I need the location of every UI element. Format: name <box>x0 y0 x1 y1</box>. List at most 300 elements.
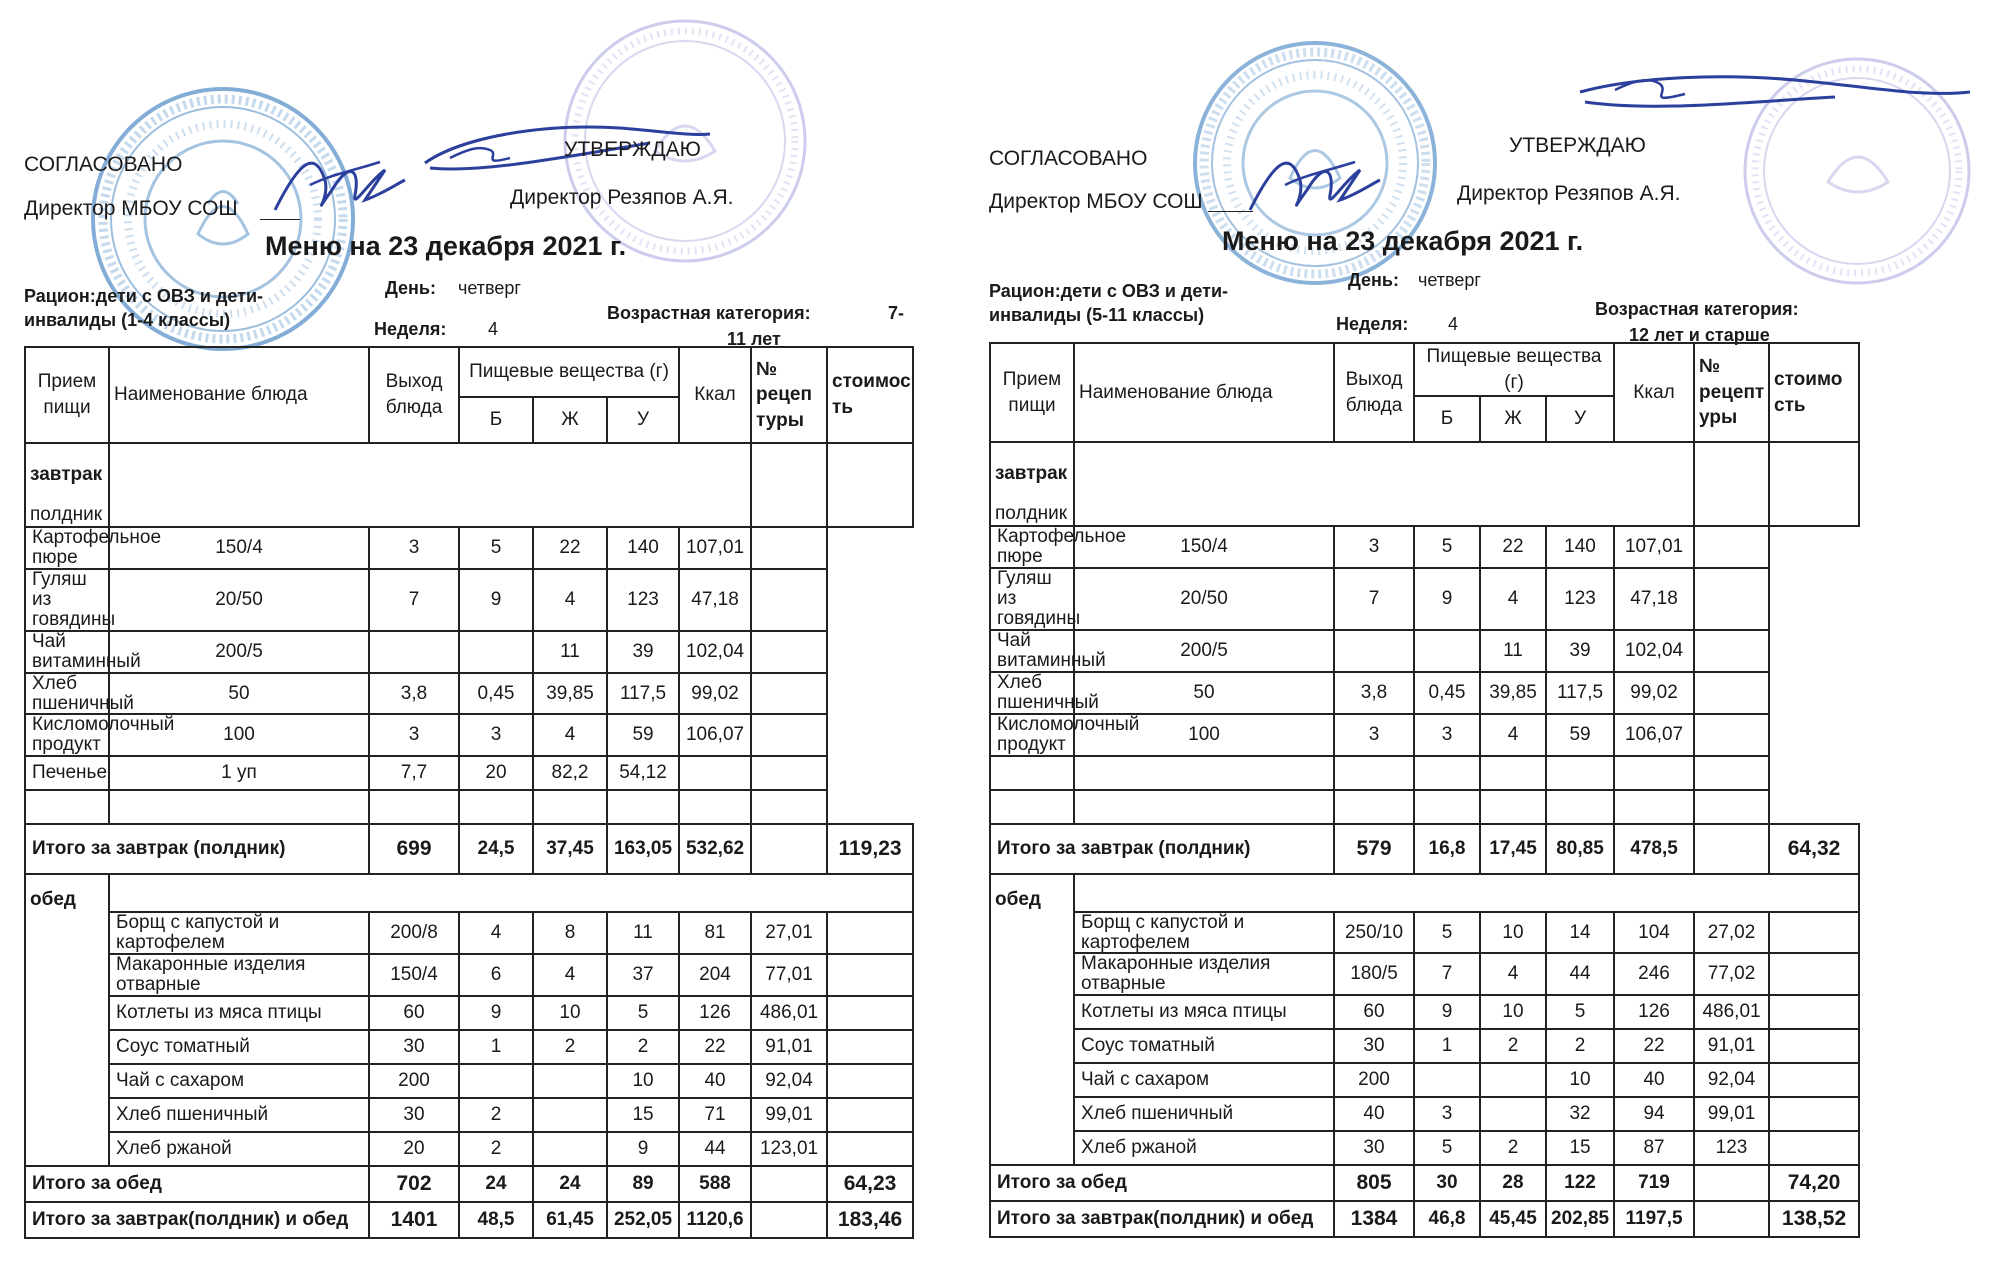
table-row <box>990 1131 1859 1165</box>
dish-fat: 10 <box>1480 995 1546 1029</box>
dish-name: Борщ с капустой и картофелем <box>1074 912 1334 954</box>
dish-carbs: 39,85 <box>533 673 607 715</box>
dish-output: 250/10 <box>1334 912 1414 954</box>
age-value-2: 12 лет и старше <box>1629 325 1770 345</box>
table-row <box>25 714 913 756</box>
table-row <box>25 1132 913 1166</box>
dish-carbs: 11 <box>1480 630 1546 672</box>
col-zh-header: Ж <box>533 397 607 443</box>
total-recipe <box>1694 824 1769 874</box>
dish-cost <box>1769 995 1859 1029</box>
lunch-total-row <box>25 1166 913 1202</box>
dish-recipe: 99,02 <box>679 673 751 715</box>
lunch-spacer-row <box>990 874 1859 912</box>
dish-kcal: 59 <box>1546 714 1614 756</box>
col-dish-header: Наименование блюда <box>109 347 369 443</box>
table-row <box>25 996 913 1030</box>
dish-recipe: 123 <box>1694 1131 1769 1165</box>
dish-output: 180/5 <box>1334 953 1414 995</box>
empty-cell <box>751 443 827 527</box>
dish-name: Борщ с капустой и картофелем <box>109 912 369 954</box>
lunch-total-row <box>990 1165 1859 1201</box>
dish-kcal <box>1546 756 1614 790</box>
empty-cell <box>1769 442 1859 526</box>
dish-output: 1 уп <box>109 756 369 790</box>
dish-output: 60 <box>1334 995 1414 1029</box>
total-label: Итого за завтрак(полдник) и обед <box>25 1202 369 1238</box>
table-row <box>25 756 913 790</box>
dish-recipe: 92,04 <box>751 1064 827 1098</box>
dish-cost <box>827 1098 913 1132</box>
dish-cost <box>827 1132 913 1166</box>
total-cost: 64,32 <box>1769 824 1859 874</box>
agreed-role-underline <box>1208 211 1253 212</box>
approve-label: УТВЕРЖДАЮ <box>1509 134 1646 157</box>
dish-fat: 10 <box>1480 912 1546 954</box>
dish-kcal: 246 <box>1614 953 1694 995</box>
day-value: четверг <box>458 278 521 298</box>
table-row <box>25 1098 913 1132</box>
dish-protein <box>1334 756 1414 790</box>
table-row <box>25 631 913 673</box>
dish-cost <box>827 912 913 954</box>
dish-protein: 2 <box>459 1098 533 1132</box>
dish-fat: 10 <box>533 996 607 1030</box>
dish-protein <box>459 1064 533 1098</box>
col-u-header: У <box>607 397 679 443</box>
dish-carbs: 4 <box>1480 714 1546 756</box>
dish-carbs: 2 <box>1546 1029 1614 1063</box>
dish-name: Хлеб пшеничный <box>990 672 1074 714</box>
dish-recipe: 47,18 <box>679 569 751 631</box>
dish-output <box>109 790 369 824</box>
dish-fat: 5 <box>459 527 533 569</box>
week-value: 4 <box>488 319 499 339</box>
dish-output: 200/8 <box>369 912 459 954</box>
dish-recipe: 77,02 <box>1694 953 1769 995</box>
dish-carbs: 39,85 <box>1480 672 1546 714</box>
total-fat: 24 <box>533 1166 607 1202</box>
meal-breakfast-cell <box>25 443 109 527</box>
dish-output <box>1074 756 1334 790</box>
dish-output: 200 <box>369 1064 459 1098</box>
dish-recipe: 27,02 <box>1694 912 1769 954</box>
grand-total-row <box>25 1202 913 1238</box>
dish-output: 100 <box>1074 714 1334 756</box>
dish-name: Кисломолочный продукт <box>25 714 109 756</box>
dish-protein <box>369 790 459 824</box>
meal-lunch-label: обед <box>995 888 1041 910</box>
dish-fat: 2 <box>533 1030 607 1064</box>
age-value-2: 11 лет <box>727 329 781 349</box>
empty-cell <box>1694 442 1769 526</box>
dish-fat <box>1480 1097 1546 1131</box>
dish-carbs: 4 <box>533 569 607 631</box>
dish-cost <box>827 1030 913 1064</box>
dish-fat: 0,45 <box>1414 672 1480 714</box>
ration-line-2: инвалиды (1-4 классы) <box>24 310 231 330</box>
dish-name: Макаронные изделия отварные <box>1074 953 1334 995</box>
total-carbs: 202,85 <box>1546 1201 1614 1237</box>
dish-name: Хлеб пшеничный <box>1074 1097 1334 1131</box>
agreed-label: СОГЛАСОВАНО <box>989 147 1148 170</box>
age-label: Возрастная категория: <box>607 303 811 323</box>
total-carbs: 252,05 <box>607 1202 679 1238</box>
total-fat: 45,45 <box>1480 1201 1546 1237</box>
meal-lunch-cell <box>990 874 1074 1166</box>
dish-carbs: 4 <box>533 714 607 756</box>
dish-carbs <box>533 790 607 824</box>
col-zh-header: Ж <box>1480 396 1546 442</box>
col-recipe-header: № рецеп туры <box>751 347 827 443</box>
col-kcal-header: Ккал <box>1614 343 1694 442</box>
dish-name: Чай с сахаром <box>109 1064 369 1098</box>
menu-sheet-right <box>985 0 2000 1275</box>
approve-role: Директор Резяпов А.Я. <box>1457 182 1681 205</box>
dish-recipe: 486,01 <box>1694 995 1769 1029</box>
age-value: 7- <box>888 303 905 323</box>
dish-output: 20 <box>369 1132 459 1166</box>
spacer-row <box>990 442 1859 526</box>
grand-total-row <box>990 1201 1859 1237</box>
dish-carbs: 82,2 <box>533 756 607 790</box>
lunch-spacer-row <box>25 874 913 912</box>
dish-name: Чай витаминный <box>25 631 109 673</box>
dish-carbs: 44 <box>1546 953 1614 995</box>
menu-title: Меню на 23 декабря 2021 г. <box>1222 226 1584 256</box>
dish-name: Чай с сахаром <box>1074 1063 1334 1097</box>
dish-output: 200/5 <box>109 631 369 673</box>
dish-output: 150/4 <box>109 527 369 569</box>
dish-kcal: 81 <box>679 912 751 954</box>
col-b-header: Б <box>459 397 533 443</box>
table-row <box>25 912 913 954</box>
dish-kcal: 54,12 <box>607 756 679 790</box>
dish-fat: 9 <box>459 569 533 631</box>
dish-recipe: 91,01 <box>751 1030 827 1064</box>
spacer-row <box>25 443 913 527</box>
dish-cost <box>1769 1131 1859 1165</box>
dish-carbs: 22 <box>533 527 607 569</box>
empty-cell <box>827 443 913 527</box>
week-value: 4 <box>1448 314 1459 334</box>
day-label: День: <box>385 278 436 298</box>
dish-kcal: 40 <box>1614 1063 1694 1097</box>
dish-recipe: 486,01 <box>751 996 827 1030</box>
dish-cost <box>751 631 827 673</box>
col-nutrients-header: Пищевые вещества (г) <box>1414 343 1614 396</box>
table-row <box>25 673 913 715</box>
total-kcal: 532,62 <box>679 824 751 874</box>
col-cost-header: стоимос ть <box>827 347 913 443</box>
dish-name: Котлеты из мяса птицы <box>109 996 369 1030</box>
table-row <box>990 995 1859 1029</box>
dish-cost <box>751 527 827 569</box>
dish-recipe: 123,01 <box>751 1132 827 1166</box>
total-kcal: 588 <box>679 1166 751 1202</box>
agreed-role: Директор МБОУ СОШ <box>24 197 238 220</box>
dish-recipe <box>1614 756 1694 790</box>
total-fat: 17,45 <box>1480 824 1546 874</box>
table-row <box>25 527 913 569</box>
dish-carbs: 22 <box>1480 526 1546 568</box>
dish-output: 50 <box>109 673 369 715</box>
dish-kcal: 87 <box>1614 1131 1694 1165</box>
total-carbs: 122 <box>1546 1165 1614 1201</box>
dish-protein: 3,8 <box>369 673 459 715</box>
dish-carbs: 15 <box>607 1098 679 1132</box>
dish-output: 20/50 <box>109 569 369 631</box>
dish-output: 50 <box>1074 672 1334 714</box>
agreed-role: Директор МБОУ СОШ <box>989 190 1203 213</box>
signature-agreed <box>270 140 410 230</box>
total-carbs: 163,05 <box>607 824 679 874</box>
table-row <box>25 1030 913 1064</box>
table-row <box>990 714 1859 756</box>
header-row <box>25 347 913 397</box>
dish-cost <box>827 996 913 1030</box>
total-label: Итого за завтрак(полдник) и обед <box>990 1201 1334 1237</box>
dish-cost <box>1769 1029 1859 1063</box>
dish-recipe: 99,01 <box>1694 1097 1769 1131</box>
dish-fat: 4 <box>1480 953 1546 995</box>
menu-table <box>24 346 914 1239</box>
dish-kcal: 39 <box>1546 630 1614 672</box>
dish-name <box>25 790 109 824</box>
total-cost: 183,46 <box>827 1202 913 1238</box>
day-value: четверг <box>1418 270 1481 290</box>
dish-name: Картофельное пюре <box>25 527 109 569</box>
dish-protein <box>1334 630 1414 672</box>
table-row <box>990 953 1859 995</box>
total-label: Итого за обед <box>25 1166 369 1202</box>
ration-line-1: Рацион:дети с ОВЗ и дети- <box>989 281 1229 301</box>
dish-fat <box>1414 790 1480 824</box>
dish-name: Хлеб ржаной <box>1074 1131 1334 1165</box>
dish-cost <box>827 1064 913 1098</box>
total-cost: 138,52 <box>1769 1201 1859 1237</box>
total-protein: 48,5 <box>459 1202 533 1238</box>
total-label: Итого за завтрак (полдник) <box>990 824 1334 874</box>
dish-name <box>990 790 1074 824</box>
dish-output: 100 <box>109 714 369 756</box>
total-recipe <box>1694 1201 1769 1237</box>
total-output: 805 <box>1334 1165 1414 1201</box>
dish-recipe <box>1614 790 1694 824</box>
table-row <box>990 568 1859 630</box>
dish-recipe: 107,01 <box>679 527 751 569</box>
breakfast-total-row <box>25 824 913 874</box>
col-recipe-header: № рецепт уры <box>1694 343 1769 442</box>
meal-lunch-cell <box>25 874 109 1166</box>
header-row <box>990 343 1859 396</box>
dish-name: Кисломолочный продукт <box>990 714 1074 756</box>
dish-recipe: 107,01 <box>1614 526 1694 568</box>
dish-kcal <box>1546 790 1614 824</box>
dish-protein: 3 <box>369 714 459 756</box>
dish-cost <box>751 790 827 824</box>
dish-cost <box>1694 756 1769 790</box>
dish-output: 60 <box>369 996 459 1030</box>
dish-fat <box>1414 756 1480 790</box>
meal-snack-label: полдник <box>995 503 1068 525</box>
total-label: Итого за завтрак (полдник) <box>25 824 369 874</box>
dish-name: Печенье <box>25 756 109 790</box>
dish-fat <box>533 1064 607 1098</box>
total-kcal: 1120,6 <box>679 1202 751 1238</box>
ration-line-2: инвалиды (5-11 классы) <box>989 305 1205 325</box>
dish-protein: 9 <box>459 996 533 1030</box>
total-protein: 46,8 <box>1414 1201 1480 1237</box>
empty-cell <box>109 443 751 527</box>
total-output: 1384 <box>1334 1201 1414 1237</box>
dish-carbs: 5 <box>1546 995 1614 1029</box>
total-recipe <box>1694 1165 1769 1201</box>
dish-fat: 5 <box>1414 526 1480 568</box>
dish-carbs: 9 <box>607 1132 679 1166</box>
dish-protein: 3 <box>1334 526 1414 568</box>
total-recipe <box>751 824 827 874</box>
table-row <box>25 954 913 996</box>
dish-kcal: 22 <box>1614 1029 1694 1063</box>
dish-protein: 9 <box>1414 995 1480 1029</box>
dish-cost <box>1769 1097 1859 1131</box>
dish-cost <box>1694 672 1769 714</box>
dish-fat <box>533 1098 607 1132</box>
dish-cost <box>827 954 913 996</box>
dish-protein <box>1334 790 1414 824</box>
table-row <box>25 569 913 631</box>
dish-protein: 7 <box>1334 568 1414 630</box>
menu-sheet-left <box>0 0 990 1275</box>
total-carbs: 89 <box>607 1166 679 1202</box>
dish-fat <box>459 790 533 824</box>
dish-fat: 8 <box>533 912 607 954</box>
table-row <box>25 790 913 824</box>
menu-table <box>989 342 1860 1238</box>
dish-recipe: 47,18 <box>1614 568 1694 630</box>
dish-name <box>990 756 1074 790</box>
table-row <box>990 790 1859 824</box>
signature-agreed <box>1245 140 1385 230</box>
total-output: 1401 <box>369 1202 459 1238</box>
dish-carbs: 11 <box>533 631 607 673</box>
col-dish-header: Наименование блюда <box>1074 343 1334 442</box>
dish-recipe: 99,01 <box>751 1098 827 1132</box>
dish-name: Гуляш из говядины <box>990 568 1074 630</box>
meal-snack-label: полдник <box>30 504 103 525</box>
dish-recipe: 92,04 <box>1694 1063 1769 1097</box>
dish-kcal: 140 <box>607 527 679 569</box>
dish-recipe: 91,01 <box>1694 1029 1769 1063</box>
dish-output: 30 <box>1334 1029 1414 1063</box>
dish-output: 30 <box>369 1098 459 1132</box>
week-label: Неделя: <box>1336 314 1409 334</box>
breakfast-rows-left <box>25 527 913 1238</box>
dish-cost <box>1694 568 1769 630</box>
total-kcal: 478,5 <box>1614 824 1694 874</box>
table-row <box>990 1029 1859 1063</box>
empty-cell <box>1074 442 1694 526</box>
dish-kcal: 123 <box>607 569 679 631</box>
dish-recipe: 102,04 <box>679 631 751 673</box>
total-label: Итого за обед <box>990 1165 1334 1201</box>
breakfast-total-row <box>990 824 1859 874</box>
empty-cell <box>109 874 913 912</box>
empty-cell <box>1074 874 1859 912</box>
dish-cost <box>1694 714 1769 756</box>
dish-fat: 4 <box>533 954 607 996</box>
dish-name: Хлеб пшеничный <box>25 673 109 715</box>
meal-lunch-label: обед <box>30 889 76 911</box>
dish-output: 200/5 <box>1074 630 1334 672</box>
dish-protein: 5 <box>1414 1131 1480 1165</box>
dish-kcal: 104 <box>1614 912 1694 954</box>
total-kcal: 1197,5 <box>1614 1201 1694 1237</box>
dish-fat <box>1414 630 1480 672</box>
dish-fat: 2 <box>1480 1131 1546 1165</box>
agreed-role-underline <box>260 219 300 220</box>
dish-carbs: 10 <box>607 1064 679 1098</box>
dish-recipe <box>679 790 751 824</box>
dish-fat: 3 <box>1414 714 1480 756</box>
table-row <box>990 756 1859 790</box>
total-output: 579 <box>1334 824 1414 874</box>
dish-recipe <box>679 756 751 790</box>
dish-cost <box>751 756 827 790</box>
dish-output <box>1074 790 1334 824</box>
dish-kcal: 59 <box>607 714 679 756</box>
dish-fat <box>459 631 533 673</box>
dish-output: 150/4 <box>1074 526 1334 568</box>
dish-protein: 3 <box>1334 714 1414 756</box>
dish-carbs: 14 <box>1546 912 1614 954</box>
dish-name: Макаронные изделия отварные <box>109 954 369 996</box>
total-fat: 61,45 <box>533 1202 607 1238</box>
dish-carbs <box>1480 756 1546 790</box>
table-row <box>990 526 1859 568</box>
col-b-header: Б <box>1414 396 1480 442</box>
dish-carbs: 15 <box>1546 1131 1614 1165</box>
dish-cost <box>1694 630 1769 672</box>
dish-cost <box>1769 912 1859 954</box>
dish-recipe: 106,07 <box>1614 714 1694 756</box>
meal-breakfast-cell <box>990 442 1074 526</box>
dish-name: Соус томатный <box>1074 1029 1334 1063</box>
week-label: Неделя: <box>374 319 447 339</box>
dish-kcal: 71 <box>679 1098 751 1132</box>
dish-protein: 2 <box>459 1132 533 1166</box>
dish-carbs: 11 <box>607 912 679 954</box>
dish-output: 30 <box>369 1030 459 1064</box>
approve-role: Директор Резяпов А.Я. <box>510 186 734 209</box>
dish-carbs: 10 <box>1546 1063 1614 1097</box>
dish-carbs <box>1480 790 1546 824</box>
dish-kcal: 40 <box>679 1064 751 1098</box>
menu-title: Меню на 23 декабря 2021 г. <box>265 231 627 261</box>
dish-cost <box>1769 1063 1859 1097</box>
dish-recipe: 27,01 <box>751 912 827 954</box>
dish-protein: 4 <box>459 912 533 954</box>
dish-protein: 3 <box>1414 1097 1480 1131</box>
age-label: Возрастная категория: <box>1595 299 1799 319</box>
table-row <box>990 912 1859 954</box>
table-row <box>990 672 1859 714</box>
dish-cost <box>751 569 827 631</box>
dish-name: Гуляш из говядины <box>25 569 109 631</box>
dish-protein: 3 <box>369 527 459 569</box>
dish-protein: 3,8 <box>1334 672 1414 714</box>
